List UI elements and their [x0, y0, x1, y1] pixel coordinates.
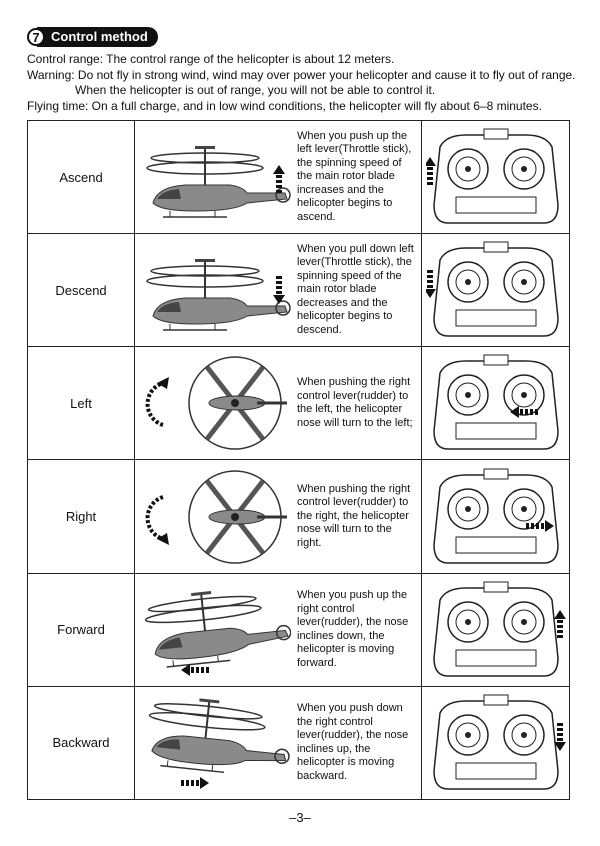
table-row-forward	[28, 573, 570, 686]
row-description: When you push down the right control lever(rudder), the nose inclines up, the helicopter is moving backward.	[297, 702, 409, 782]
helicopter-forward-illustration	[135, 580, 291, 680]
row-label: Descend	[28, 234, 135, 347]
row-label: Forward	[28, 573, 135, 686]
helicopter-left-turn-illustration	[135, 353, 291, 453]
helicopter-right-turn-illustration	[135, 467, 291, 567]
row-description: When you push up the right control lever(rudder), the nose inclines down, the helicopter is moving forward.	[297, 589, 409, 669]
section-header	[27, 27, 158, 47]
down-arrow-icon	[273, 276, 285, 304]
table-row-ascend	[28, 121, 570, 234]
row-description: When pushing the right control lever(rudder) to the right, the helicopter nose will turn to the right.	[297, 482, 411, 549]
row-description: When pushing the right control lever(rudder) to the left, the helicopter nose will turn to the left;	[297, 376, 413, 429]
helicopter-backward-illustration	[135, 693, 291, 793]
table-row-descend	[28, 234, 570, 347]
table-row-left	[28, 347, 570, 460]
flying-time-text: Flying time: On a full charge, and in low wind conditions, the helicopter will fly about 6–8 minutes.	[27, 98, 542, 113]
rotate-left-arrow-icon	[148, 383, 163, 425]
intro-text	[27, 52, 587, 114]
rotate-right-arrow-icon	[148, 497, 163, 539]
row-description: When you pull down left lever(Throttle stick), the spinning speed of the main rotor blade decreases and the helicopter begins to descend.	[297, 242, 414, 336]
row-description: When you push up the left lever(Throttle stick), the spinning speed of the main rotor blade increases and the helicopter begins to ascend.	[297, 129, 412, 223]
up-arrow-icon	[426, 157, 436, 185]
down-arrow-icon	[426, 270, 436, 298]
section-number: 7	[27, 28, 45, 46]
table-row-backward	[28, 686, 570, 799]
warning-text: Warning: Do not fly in strong wind, wind may over power your helicopter and cause it to fly out of range.	[27, 67, 576, 82]
remote-control-descend-illustration	[426, 240, 566, 340]
remote-control-left-illustration	[426, 353, 566, 453]
helicopter-ascend-illustration	[135, 127, 291, 227]
row-label: Right	[28, 460, 135, 573]
remote-control-ascend-illustration	[426, 127, 566, 227]
remote-control-forward-illustration	[426, 580, 566, 680]
table-row-right	[28, 460, 570, 573]
helicopter-descend-illustration	[135, 240, 291, 340]
section-title: Control method	[37, 27, 158, 47]
right-arrow-icon	[181, 777, 209, 789]
row-label: Backward	[28, 686, 135, 799]
row-label: Left	[28, 347, 135, 460]
remote-control-right-illustration	[426, 467, 566, 567]
control-method-table	[27, 120, 570, 800]
warning-continuation-text: When the helicopter is out of range, you will not be able to control it.	[75, 83, 436, 97]
row-label: Ascend	[28, 121, 135, 234]
page-number: –3–	[289, 810, 311, 825]
remote-control-backward-illustration	[426, 693, 566, 793]
control-range-text: Control range: The control range of the helicopter is about 12 meters.	[27, 52, 395, 66]
